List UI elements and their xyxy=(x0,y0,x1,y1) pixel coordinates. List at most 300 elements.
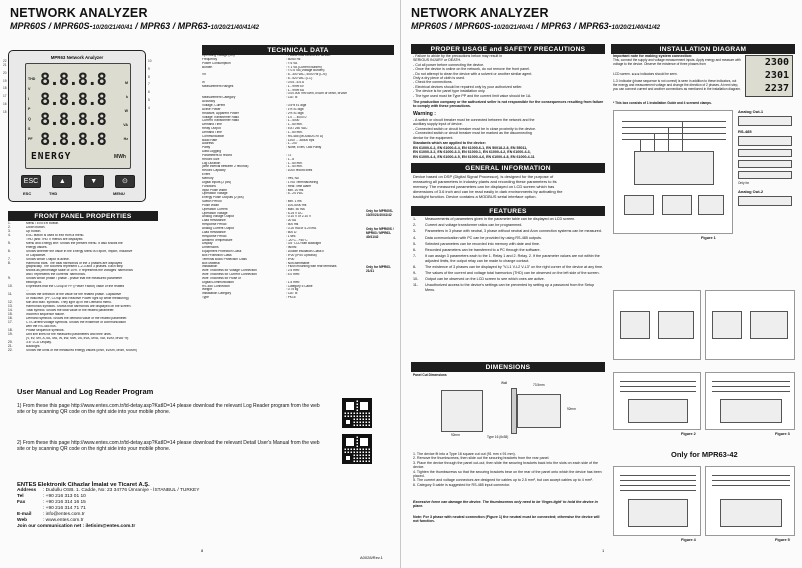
lcd-energy-label: ENERGY xyxy=(31,151,72,162)
analyzer-buttons xyxy=(21,175,135,188)
lcd-row-2: 8.8.8.8 xyxy=(40,90,107,110)
dimension-step: 6. Category 5 cable is suggested for RS-485 input connector. xyxy=(413,482,511,487)
down-button[interactable]: ▼ xyxy=(84,175,104,188)
tech-value: : 2% ±1 digit xyxy=(286,111,304,115)
tech-key: Terminal Block Protection Class xyxy=(202,257,247,261)
tech-key: Wire Thickness for Pulse or xyxy=(202,276,241,280)
item-number: 17. xyxy=(8,319,13,324)
item-number: 22. xyxy=(8,347,13,352)
tech-key: Switch Period xyxy=(202,200,222,204)
features-heading: FEATURES xyxy=(411,206,605,216)
item-text: shows as percentage scale of 10%. V represents the voltages' harmonics xyxy=(26,269,133,273)
usage-line: - The type used must be Type PP and the current limit value should be 1A. xyxy=(413,93,532,98)
item-text: Shows the direction of the value for the related phase. Capacitive xyxy=(26,293,122,297)
tech-key: RS-485 Connection xyxy=(202,284,230,288)
item-number: 20. xyxy=(8,339,13,344)
tech-key: Data Logging xyxy=(202,150,221,154)
dimension-step: 2. Remove the thumbscrews, then slide out the securing brackets from the rear panel. xyxy=(413,456,550,461)
qr-code-icon[interactable] xyxy=(342,398,372,428)
standards-line: EN 61000-4-4, EN 61000-4-5, EN 61000-4-6, EN 61000-4-8, EN 61000-4-11 xyxy=(413,154,535,159)
tech-value: : Max. 50 mA xyxy=(286,207,305,211)
tech-key: Voltage Transformer Ratio xyxy=(202,115,240,119)
tech-key: Box Material xyxy=(202,261,220,265)
figure-1-label: Figure 1 xyxy=(701,236,716,240)
item-number: 12. xyxy=(8,300,13,305)
tech-key: Response Period xyxy=(202,234,227,238)
usage-line: Only a dry piece of cloth is used. xyxy=(413,76,465,81)
item-number: 11. xyxy=(8,292,13,297)
tech-value: : 20 kΩ xyxy=(286,219,297,223)
tech-value: : 1...247 xyxy=(286,142,298,146)
feature-text: Current and voltage transformer ratios can be programmed. xyxy=(425,223,523,228)
item-text: Harmonics symbols. Shows that harmonics are displayed on the screen. xyxy=(26,305,132,309)
item-number: 9. xyxy=(8,276,11,281)
tech-key: Operation Voltage xyxy=(202,211,228,215)
tech-value: : 1.0 ... 4000.0 xyxy=(286,115,307,119)
join-line: Join our communication net : iletisim@entes.com.tr xyxy=(17,524,136,529)
panel-cut-title: Panel Cut Dimensions xyxy=(413,373,447,377)
features-band xyxy=(411,206,605,216)
tech-value: : 500 ms xyxy=(286,223,299,227)
feature-number: 1- xyxy=(413,217,417,221)
tech-key: Ambient Temperature xyxy=(202,238,233,242)
wall-label: Wall xyxy=(501,381,508,385)
feature-item xyxy=(413,271,605,276)
tech-value: : 1...9999 kV xyxy=(286,84,304,88)
tech-key: Equipment Protection Class xyxy=(202,250,242,254)
item-text: Demand symbols. Shows the demand value of the related parameter. xyxy=(26,316,128,320)
analog-out-panel xyxy=(738,110,796,206)
tech-value: : Please look behind the device. xyxy=(286,54,332,57)
tech-value: : 0.75 kg xyxy=(286,288,299,292)
tech-key: Current Transformer Ratio xyxy=(202,119,240,123)
installation-heading: INSTALLATION DIAGRAM xyxy=(611,44,795,54)
dimension-step: 5. The current and voltage connectors are designed for cables up to 2.5 mm², but can accept cables up to 4 mm². xyxy=(413,478,593,483)
usage-line: - Do not attempt to clean the device with a solvent or another similar agent. xyxy=(413,71,533,76)
feature-text: Data communication with PC can be provided by using RS-485 outputs. xyxy=(425,235,543,240)
feature-text: Selected parameters can be recorded into memory with date and time. xyxy=(425,241,540,246)
dimension-step: 1. The device fit into a Type 16 square cut out (91 mm x 91 mm). xyxy=(413,452,516,456)
tech-heading: TECHNICAL DATA xyxy=(202,45,394,55)
item-text: belongs to. xyxy=(26,281,43,285)
tech-value: : 1...60 min. xyxy=(286,123,303,127)
tech-key: Analog Voltage Output xyxy=(202,215,234,219)
dim-height: 92mm xyxy=(567,407,576,411)
dimension-step: 4. Tighten the thumbscrews so that the securing brackets bear on the rear of the panel onto which the device has been placed. xyxy=(413,469,602,479)
box-contents-note: * This box consists of 1 installation Guide and 4 screwed clamps. xyxy=(613,101,712,105)
feature-text: Recorded parameters can be transferred to a PC through the software. xyxy=(425,247,541,252)
feature-item xyxy=(413,242,605,247)
item-number: 21. xyxy=(8,343,13,348)
tech-key: In xyxy=(202,80,205,84)
usage-line: - Electrical devices should be repaired only by your authorized seller. xyxy=(413,84,523,89)
item-number: 8. xyxy=(8,260,11,265)
tech-key: Digital Inputs (2 pcs) xyxy=(202,180,232,184)
qr-code-icon[interactable] xyxy=(342,434,372,464)
fax2-value: : +90 216 314 71 71 xyxy=(43,506,86,511)
tech-key: Communication xyxy=(202,134,225,138)
tech-key: Display xyxy=(202,242,213,246)
item-text: graphically. The columns represent 1-2-3 and 3 phases. Each step xyxy=(26,265,123,269)
tech-value: : CAT III xyxy=(286,292,298,296)
tech-key: (time interval between 2 records) xyxy=(202,165,249,169)
figure-3-wiring xyxy=(705,372,795,430)
general-line: memory. The measured parameters can be displayed on LCD screen which has xyxy=(413,184,555,189)
feature-number: 5- xyxy=(413,241,417,246)
important-note: Important note for making system connection: xyxy=(613,54,693,58)
up-button[interactable]: ▲ xyxy=(52,175,72,188)
tech-key: Active Power xyxy=(202,107,221,111)
feature-text: The values of the current and voltage total harmonics (THD) can be observed on the left side of the screen. xyxy=(425,271,600,276)
item-number: 7. xyxy=(8,256,11,261)
usage-line: - The device is for panel type installation only. xyxy=(413,89,486,94)
item-text: Shows which phase / phase - phase that the measured parameter xyxy=(26,277,123,281)
item-text: Up button. xyxy=(26,229,42,233)
analog-out-2-label: Analog Out-2 xyxy=(738,188,764,194)
tech-value: : 0-20 mA or 4-20 mA xyxy=(286,226,317,230)
standards-line: EN 61000-3-2, EN 61000-3-3, EN 61000-1, EN 61000-4-2, EN 61000-4-3, xyxy=(413,150,531,155)
tech-key: Voltage, Current xyxy=(202,103,226,107)
tech-value: : PK15 xyxy=(286,296,296,300)
standards-text xyxy=(413,146,605,159)
lcd-left-symbols: THD V I P Q S PF xyxy=(28,77,36,141)
usage-band xyxy=(411,44,605,54)
tech-value: : 0.00.000 999 kWh, kVArh or MWh, MVArh xyxy=(286,92,348,96)
tech-key: Energy Pulse Outputs (2 pcs) xyxy=(202,196,244,200)
tech-value: : < 6 VA xyxy=(286,61,298,65)
address-value: : Dudullu OSB. 1. Cadde, No: 23 34776 Ümraniye - İSTANBUL / TURKEY xyxy=(43,488,200,493)
email-value[interactable]: : info@entes.com.tr xyxy=(43,512,85,517)
tech-key: Reactive, Apparent Power xyxy=(202,111,239,115)
indicator-note: 1-3: Indicator (phase sequence is not correct) is seen in addition to these indicators, cut the energy and measurement voltage and change the direction of 2 phases. At next step, you can connect current and another connections as mentioned in the installation diagram. xyxy=(613,79,741,91)
general-text xyxy=(413,174,605,199)
tech-value: : 50/60 Hz xyxy=(286,57,301,61)
page-number-left: 8 xyxy=(201,548,204,553)
feature-number: 9- xyxy=(413,271,417,276)
header-models: MPR60S / MPR60S-10/20/21/40/41 / MPR63 / MPR63-10/20/21/40/41/42 xyxy=(10,21,259,31)
feature-item xyxy=(413,223,605,228)
feature-number: 3- xyxy=(413,229,417,234)
page-number-right: 1 xyxy=(602,548,605,553)
item-number: 15. xyxy=(8,311,13,316)
tech-value: : 0.5% ±1 digit xyxy=(286,103,307,107)
dimension-steps xyxy=(413,452,605,487)
item-text: (V, kV, MV, A, kA, MA, W, kW, MW, VA, kVA, MVA, VAr, kVAr, MVAr %) xyxy=(26,336,129,340)
manual-paragraph-2: 2) From these this page http://www.entes.com.tr/td-detay.asp?KatID=14 please download the relevant Detail User's Manual from the web site or by scanning QR code on the right side into your mobile phone. xyxy=(17,440,320,452)
item-number: 5. xyxy=(8,240,11,245)
tech-key: Weight xyxy=(202,288,212,292)
tech-value: : 1...9999 kA xyxy=(286,88,304,92)
feature-number: 6- xyxy=(413,247,417,252)
general-line: Device based on DSP (Digital Signal Processor), is designed for the purpose of xyxy=(413,174,554,179)
item-text: Min and Max. symbols. They light up in the Demand menu. xyxy=(26,301,112,305)
usage-line: - Once the device is online on the network, do not remove the front panel. xyxy=(413,67,530,72)
tech-key: Measurement Ranges xyxy=(202,84,234,88)
item-text: Menu and Energy line: Shows the present menu. It also shows the xyxy=(26,241,123,245)
item-number: 10. xyxy=(8,284,13,289)
item-text: CT/Current/Voltage symbols. Shows the existence of communication xyxy=(26,320,127,324)
lcd-row-3: 8.8.8.8 xyxy=(40,110,107,130)
item-text: Shows which Output is active. xyxy=(26,257,70,261)
tech-value: : 1...5000 xyxy=(286,119,300,123)
document-code: A0028/Rev.1 xyxy=(360,555,383,560)
feature-number: 4- xyxy=(413,235,417,240)
usage-text xyxy=(413,54,605,98)
tech-key: Wire Thickness for Current Connection xyxy=(202,273,257,277)
feature-item xyxy=(413,254,605,263)
item-text: or Inductive. (PF, COSφ and Reactive Power light up while measuring) xyxy=(26,297,129,301)
tech-key: Baud Rate xyxy=(202,138,218,142)
tech-value: : 0-10 V or 2-10 V xyxy=(286,215,312,219)
tech-value: : 600 Ω xyxy=(286,230,297,234)
tech-key: Demand Time xyxy=(202,123,222,127)
tech-value: : 3.6" LCD with Backlight xyxy=(286,242,321,246)
item-text: Shows whether the value in the Energy Menu is Export, Import, Inductive xyxy=(26,249,133,253)
tech-key: Wire Thickness for Voltage Connection xyxy=(202,269,257,273)
tech-value: : 5...520 VAC (L-L) xyxy=(286,77,313,81)
item-text: and I represents the currents' harmonics. xyxy=(26,273,86,277)
item-number: 13. xyxy=(8,304,13,309)
item-text: Phase sequence symbols. xyxy=(26,328,65,332)
warning-line: - Connected switch or circuit breaker must be marked as the disconnecting xyxy=(413,131,532,136)
tel-value: : +90 216 313 01 10 xyxy=(43,494,86,499)
esc-button[interactable]: ESC xyxy=(21,175,41,188)
figure-4-wiring xyxy=(613,466,701,536)
dimension-step: 3. Place the device through the panel cut-out, then slide the securing brackets back into the slots on each side of the device. xyxy=(413,460,598,470)
tech-value: : RS-485 (MODBUS-RTU) xyxy=(286,134,324,138)
tech-value: : 72 xyxy=(286,153,292,157)
tech-key: Analog Current Output xyxy=(202,226,234,230)
usage-bold: The production company or the authorized seller is not responsible for the consequences resulting from failure to comply with these precautions. xyxy=(413,100,604,109)
callout-numbers-right: 10 9 8 7 6 5 4 xyxy=(148,59,152,110)
item-number: 19. xyxy=(8,331,13,336)
lcd-row-1: 8.8.8.8 xyxy=(40,70,107,90)
item-text: Incorrect sequence failure. xyxy=(26,312,65,316)
tech-value: : IP00 xyxy=(286,257,295,261)
item-text: Down button. xyxy=(26,225,46,229)
item-text: Backlight. xyxy=(26,344,41,348)
tech-value: : 5 A / 250 VAC xyxy=(286,127,308,131)
item-number: 3. xyxy=(8,228,11,233)
feature-item xyxy=(413,229,605,234)
tech-key: Input Pulse Width xyxy=(202,188,227,192)
web-value[interactable]: : www.entes.com.tr xyxy=(43,518,84,523)
right-header xyxy=(411,6,795,31)
front-panel-band xyxy=(8,211,158,221)
item-number: 2. xyxy=(8,224,11,229)
tech-key: Installation xyxy=(202,265,218,269)
dimensions-heading: DIMENSIONS xyxy=(411,362,605,372)
dimensions-band xyxy=(411,362,605,372)
thd-label: THD xyxy=(49,191,58,196)
item-text: Shows the units of the measured energy values (kWh, kVArh, MWh, MVArh) xyxy=(26,348,137,352)
dimension-note: Note: For 3 phase with neutral connection (Figure 1) the neutral must be connected; otherwise the device will not function. xyxy=(413,515,600,524)
feature-text: Unauthorized access to the device's settings can be prevented by setting up a password from the Setup Menu. xyxy=(425,283,595,293)
feature-item xyxy=(413,248,605,253)
tech-value: : 1 NO Terminal/Wiring xyxy=(286,180,318,184)
header-title: NETWORK ANALYZER xyxy=(411,6,549,20)
item-text: ESC button is used to exit from a menu. xyxy=(26,233,85,237)
tech-value: : 5...300 VAC, 5000 Hz (L-N) xyxy=(286,73,327,77)
feature-text: Output can be observed on the LCD screen to see which ones are active. xyxy=(425,277,545,282)
tech-key: Operating Voltage (Un) xyxy=(202,54,235,57)
tech-key: Dimensions xyxy=(202,246,219,250)
tech-key: Event xyxy=(202,173,211,177)
fax-value: : +90 216 314 16 15 xyxy=(43,500,86,505)
usage-line: - Failure to abide by the precautions below may result in xyxy=(413,54,503,58)
install-lcd-example: 2300 2301 2237 xyxy=(745,55,793,97)
tech-key: Frequency xyxy=(202,57,218,61)
menu-button[interactable]: ⊙ xyxy=(115,175,135,188)
tech-value: : 1...60 min. xyxy=(286,161,303,165)
screw-type: Type 16 (6x38) xyxy=(487,435,509,439)
tech-value: : 1...60 min. xyxy=(286,130,303,134)
tech-key: Load Resistance xyxy=(202,219,226,223)
front-panel-item xyxy=(8,349,198,353)
warning-line: auxiliary supply input of device. xyxy=(413,122,463,127)
tech-key: Parity xyxy=(202,146,211,150)
feature-number: 10- xyxy=(413,277,419,282)
analyzer-label: MPR63 Network Analyzer xyxy=(50,55,104,60)
tech-value: : Category 5 Cable xyxy=(286,284,313,288)
front-panel-list xyxy=(8,222,198,352)
warning-line: - Connected switch or circuit breaker must be in close proximity to the device. xyxy=(413,126,537,131)
dimension-drawing xyxy=(441,382,591,442)
tech-key: Accuracy xyxy=(202,100,216,104)
lcd-row-4: 8.8.8.8 xyxy=(40,130,107,150)
tech-value: : < 1 VA (Current Burden) xyxy=(286,65,322,69)
usage-heading: PROPER USAGE and SAFETY PRECAUTIONS xyxy=(411,44,605,54)
header-models: MPR60S / MPR60S-10/20/21/40/41 / MPR63 / MPR63-10/20/21/40/41/42 xyxy=(411,21,660,31)
right-page xyxy=(401,0,802,568)
general-band xyxy=(411,163,605,173)
item-text: THD (and THD V menus are displayed. xyxy=(26,237,84,241)
tech-key: Type xyxy=(202,296,209,300)
tech-row xyxy=(202,296,362,300)
item-number: 4. xyxy=(8,232,11,237)
item-text: Harmonic bars. The total harmonics of the 3 phases are displayed xyxy=(26,261,123,265)
tech-value: : Real Time Alarm xyxy=(286,184,312,188)
tech-key: Digital/Communication xyxy=(202,280,234,284)
tech-value: : 5-24 V DC xyxy=(286,211,303,215)
tech-value: : Non-flammable xyxy=(286,261,310,265)
tech-value: : 1.5 mm² xyxy=(286,280,300,284)
feature-number: 11- xyxy=(413,283,419,288)
analog-out-1-label: Analog Out-1 xyxy=(738,109,764,114)
header-title: NETWORK ANALYZER xyxy=(10,6,148,20)
figure-extra-left xyxy=(613,290,701,360)
front-view-box xyxy=(441,390,483,432)
feature-item xyxy=(413,277,605,282)
item-text: Expresses that the COSφ or PF (Power Factor) value of the related xyxy=(26,285,125,289)
tech-value: : 96x96 xyxy=(286,246,297,250)
tech-key: Log Duration xyxy=(202,161,221,165)
usage-line: - Check the connections. xyxy=(413,80,453,85)
rs485-label: RS-485 xyxy=(738,128,752,134)
feature-text: Parameters in 3 phase with neutral, 3 phase without neutral and Aron connection systems can be measured. xyxy=(425,229,602,234)
tech-value: : 2.5 mm² xyxy=(286,269,300,273)
important-text: This, connect the supply and voltage measurement inputs. Apply energy and measure with voltage to the device. Observe the existence of three phases from xyxy=(613,58,741,66)
tech-value: : None, Even, Odd Parity xyxy=(286,146,322,150)
tech-key: Record Size xyxy=(202,157,220,161)
tech-value: : CAT III xyxy=(286,96,298,100)
tech-value: : < 0.5 VA (Voltage Burden) xyxy=(286,69,325,73)
tech-value: : 1...60 min. xyxy=(286,165,303,169)
figure-1-wiring xyxy=(613,110,733,234)
feature-item xyxy=(413,283,605,292)
lcd-energy-unit: MWh xyxy=(114,154,126,160)
tech-table xyxy=(202,54,362,300)
item-text: or Capacitive. xyxy=(26,253,47,257)
side-view-box xyxy=(517,394,561,428)
tech-key: Vn xyxy=(202,73,206,77)
warning-title: Warning : xyxy=(413,111,436,117)
contact-block: ENTES Elektronik Cihazlar İmalat ve Ticaret A.Ş. Address : Dudullu OSB. 1. Cadde, No: 23 34776 Ümraniye - İSTANBUL / TURKEY Tel : +90 216 313 01 10 Fax : +90 216 314 16 15 : +90 216 314 71 71 E-mail : info@entes.com.tr Web : www.entes.com.tr Join our communication net : iletisim@entes.com.tr xyxy=(17,482,397,530)
feature-number: 2- xyxy=(413,223,417,228)
item-number: 6. xyxy=(8,248,11,253)
installation-band xyxy=(611,44,795,54)
figure-extra-right xyxy=(705,290,795,360)
tech-value: : 1 sec. xyxy=(286,234,297,238)
left-header xyxy=(10,6,394,31)
general-heading: GENERAL INFORMATION xyxy=(411,163,605,173)
tech-value: : 5...24 VDC xyxy=(286,192,304,196)
tech-value: : Flush mounting with rear terminals xyxy=(286,265,337,269)
callout-numbers-left: 22 21 20 19 18 17 16 15 xyxy=(3,59,7,114)
features-list xyxy=(413,217,605,294)
tech-key: Record Capacity xyxy=(202,169,226,173)
warning-line: device for the equipment. xyxy=(413,135,454,140)
tech-key: Memory xyxy=(202,177,214,180)
item-text: Unit line lines for the measured parameters and their units. xyxy=(26,332,112,336)
lcd-display xyxy=(25,63,131,169)
manual-paragraph-1: 1) From these this page http://www.entes.com.tr/td-detay.asp?KatID=14 please download the relevant Log Reader program from the web site or by scanning QR code on the right side into your mobile phone. xyxy=(17,403,320,415)
feature-number: 8- xyxy=(413,264,417,269)
tech-key: Operation Current xyxy=(202,207,228,211)
item-text: energy values. xyxy=(26,245,48,249)
menu-label: MENU xyxy=(113,191,125,196)
tech-value: : 1000 record lines xyxy=(286,169,313,173)
feature-item xyxy=(413,217,605,222)
standards-line: EN 61000-6-2, EN 61000-6-4, EN 61000-6-1, EN 50018-2-8, EN 55011, xyxy=(413,146,528,150)
tech-note-3: Only for MPR63-21/41 xyxy=(366,265,391,273)
tech-key: Response Period xyxy=(202,223,227,227)
usage-line: SERIOUS INJURY or DEATH. xyxy=(413,58,462,63)
tech-key: Installation Category xyxy=(202,292,232,296)
front-panel-heading: FRONT PANEL PROPERTIES xyxy=(8,211,158,221)
tech-key: Parameters to record xyxy=(202,153,232,157)
tech-value: : -20°C...+50°C xyxy=(286,238,308,242)
figure-2-label: Figure 2 xyxy=(681,432,696,436)
item-text: 3.6" LCD Display. xyxy=(26,340,52,344)
only-mpr63-42-heading: Only for MPR63-42 xyxy=(671,450,738,459)
tech-key: Box Protection Class xyxy=(202,253,232,257)
general-line: dimensions of 3.6 inch and can be read easily in dark environments by activating the xyxy=(413,189,563,194)
usage-line: - Cut all power before connecting the device. xyxy=(413,62,485,67)
tech-value: : 4.0 mm² xyxy=(286,273,300,277)
lcd-right-units: M k W VA Hz xyxy=(123,81,128,141)
tech-value: : Min. 1 ms xyxy=(286,200,302,204)
item-text: with the RS-485 bus. xyxy=(26,324,57,328)
feature-text: The existence of 3 phases can be displayed by "V-L1 V-L2 V-L3" on the right corner of the device at any time. xyxy=(425,264,604,269)
tech-key: Relay Output xyxy=(202,127,221,131)
tech-key: Demand Time xyxy=(202,130,222,134)
feature-item xyxy=(413,236,605,241)
tech-value: : 1200 ... 38400 bps xyxy=(286,138,315,142)
tech-key: Burden xyxy=(202,65,213,69)
tech-key: Load Resistance xyxy=(202,230,226,234)
tech-value: : 100-5000 ms xyxy=(286,203,307,207)
